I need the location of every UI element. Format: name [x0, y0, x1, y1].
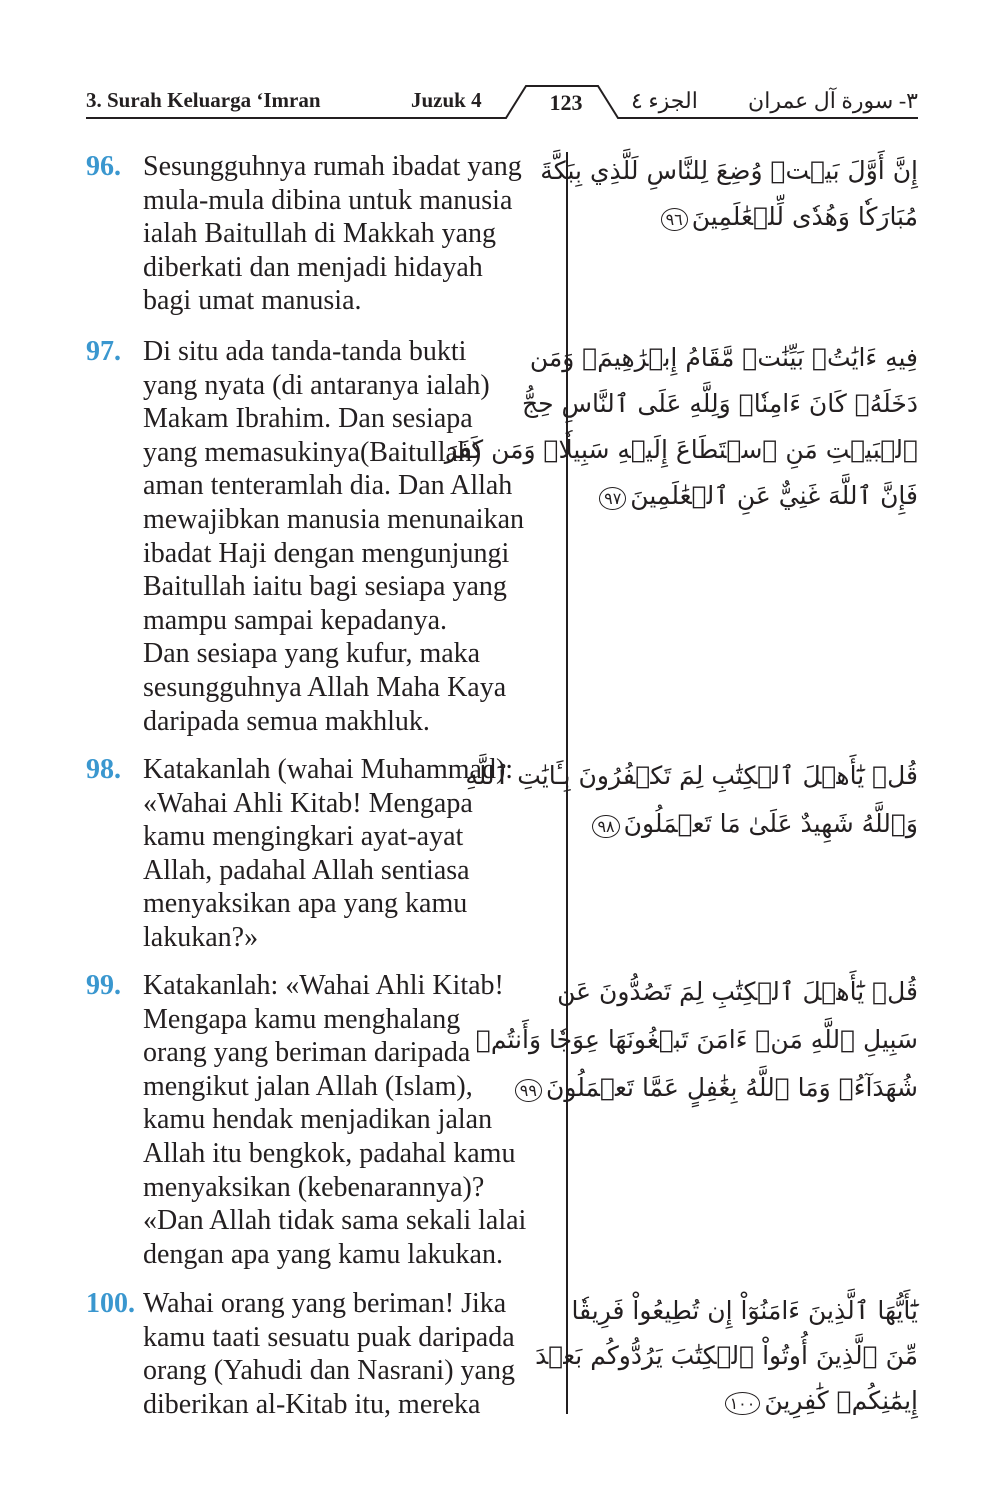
verse-arabic	[540, 148, 918, 243]
ayah-end-mark: ٩٧	[599, 487, 626, 510]
translation-line: lakukan?»	[143, 921, 259, 953]
arabic-line: قُلۡ يَٰٓأَهۡلَ ٱلۡكِتَٰبِ لِمَ تَكۡفُرُونَ بِـَٔايَٰتِ ٱللَّهِ	[465, 761, 918, 790]
translation-line: menyaksikan apa yang kamu	[143, 888, 468, 920]
arabic-line-text: مُبَارَكٗا وَهُدٗى لِّلۡعَٰلَمِينَ	[691, 202, 918, 231]
translation-line: dengan apa yang kamu lakukan.	[143, 1238, 503, 1270]
translation-line: yang nyata (di antaranya ialah)	[143, 369, 490, 401]
arabic-line	[519, 1064, 918, 1115]
translation-line: Allah, padahal Allah sentiasa	[143, 854, 470, 886]
translation-line: kamu taati sesuatu puak daripada	[143, 1321, 515, 1353]
ayah-end-mark: ٩٩	[515, 1079, 542, 1102]
translation-line: mewajibkan manusia menunaikan	[143, 503, 524, 535]
translation-line: «Dan Allah tidak sama sekali lalai	[143, 1205, 527, 1237]
verse-translation	[143, 150, 559, 318]
translation-line: kamu mengingkari ayat-ayat	[143, 821, 464, 853]
page-number: 123	[549, 90, 583, 115]
verse-translation	[143, 969, 559, 1271]
juz-label-latin: Juzuk 4	[411, 88, 482, 112]
arabic-line: ٱلۡبَيۡتِ مَنِ ٱسۡتَطَاعَ إِلَيۡهِ سَبِيلٗاۚ وَمَن كَفَرَ	[444, 435, 918, 464]
verse-arabic	[535, 1288, 918, 1426]
arabic-line	[600, 194, 918, 243]
surah-title-latin: 3. Surah Keluarga ‘Imran	[86, 88, 321, 112]
translation-line: Sesungguhnya rumah ibadat yang	[143, 151, 522, 182]
translation-line: menyaksikan (kebenarannya)?	[143, 1171, 485, 1203]
translation-line: aman tenteramlah dia. Dan Allah	[143, 470, 513, 502]
translation-line: ialah Baitullah di Makkah yang	[143, 218, 497, 250]
verse-number: 100.	[86, 1288, 135, 1319]
page-header	[86, 78, 918, 122]
translation-line: Katakanlah: «Wahai Ahli Kitab!	[143, 970, 504, 1001]
juz-label-arabic: الجزء ٤	[631, 88, 698, 113]
translation-line: Makam Ibrahim. Dan sesiapa	[143, 403, 473, 435]
translation-line: orang (Yahudi dan Nasrani) yang	[143, 1355, 515, 1387]
translation-line: «Wahai Ahli Kitab! Mengapa	[143, 787, 473, 819]
arabic-line-text: شُهَدَآءُۗ وَمَا ٱللَّهُ بِغَٰفِلٍ عَمَّا تَعۡمَلُونَ	[545, 1073, 918, 1102]
arabic-line: فِيهِ ءَايَٰتُۢ بَيِّنَٰتٞ مَّقَامُ إِبۡرَٰهِيمَۖ وَمَن	[529, 343, 918, 372]
arabic-line-text: فَإِنَّ ٱللَّهَ غَنِيٌّ عَنِ ٱلۡعَٰلَمِينَ	[630, 481, 918, 510]
translation-line: ibadat Haji dengan mengunjungi	[143, 537, 510, 569]
verse-arabic	[475, 968, 918, 1115]
translation-line: mampu sampai kepadanya.	[143, 604, 448, 636]
surah-title-arabic: ٣- سورة آل عمران	[748, 88, 918, 113]
verse-translation	[143, 1287, 559, 1421]
translation-line: Wahai orang yang beriman! Jika	[143, 1288, 507, 1319]
translation-line: Baitullah iaitu bagi sesiapa yang	[143, 571, 507, 603]
translation-line: Dan sesiapa yang kufur, maka	[143, 638, 481, 670]
translation-line: kamu hendak menjadikan jalan	[143, 1104, 493, 1136]
translation-line: Allah itu bengkok, padahal kamu	[143, 1137, 516, 1169]
translation-line: yang memasukinya(Baitullah)	[143, 436, 482, 468]
translation-line: diberikan al-Kitab itu, mereka	[143, 1388, 481, 1420]
verse-arabic	[444, 335, 918, 522]
arabic-line: يَٰٓأَيُّهَا ٱلَّذِينَ ءَامَنُوٓاْ إِن تُطِيعُواْ فَرِيقٗا	[571, 1296, 918, 1325]
translation-line: orang yang beriman daripada	[143, 1037, 471, 1069]
verse-number: 97.	[86, 336, 121, 367]
arabic-line: دَخَلَهُۥ كَانَ ءَامِنٗاۗ وَلِلَّهِ عَلَى ٱلنَّاسِ حِجُّ	[521, 389, 918, 418]
verse-number: 96.	[86, 151, 121, 182]
translation-line: mengikut jalan Allah (Islam),	[143, 1070, 473, 1102]
translation-line: Katakanlah (wahai Muhammad):	[143, 754, 514, 785]
arabic-line-text: وَٱللَّهُ شَهِيدٌ عَلَىٰ مَا تَعۡمَلُونَ	[623, 809, 918, 838]
ayah-end-mark: ٩٦	[661, 208, 688, 231]
translation-line: bagi umat manusia.	[143, 285, 362, 317]
arabic-line	[597, 800, 918, 851]
arabic-line	[600, 473, 918, 522]
arabic-line-text: إِيمَٰنِكُمۡ كَٰفِرِينَ	[764, 1386, 918, 1415]
ayah-end-mark: ٩٨	[592, 815, 619, 838]
verse-translation	[143, 335, 559, 738]
translation-line: diberkati dan menjadi hidayah	[143, 251, 483, 283]
verse-number: 98.	[86, 754, 121, 785]
translation-line: daripada semua makhluk.	[143, 705, 430, 737]
arabic-line: إِنَّ أَوَّلَ بَيۡتٖ وُضِعَ لِلنَّاسِ لَلَّذِي بِبَكَّةَ	[540, 156, 918, 185]
translation-line: Mengapa kamu menghalang	[143, 1003, 461, 1035]
ayah-end-mark: ١٠٠	[725, 1392, 761, 1415]
translation-line: mula-mula dibina untuk manusia	[143, 184, 513, 216]
arabic-line: مِّنَ ٱلَّذِينَ أُوتُواْ ٱلۡكِتَٰبَ يَرُدُّوكُم بَعۡدَ	[535, 1341, 918, 1370]
translation-line: sesungguhnya Allah Maha Kaya	[143, 671, 507, 703]
verse-number: 99.	[86, 970, 121, 1001]
verse-arabic	[465, 752, 918, 851]
arabic-line	[600, 1378, 918, 1426]
arabic-line: قُلۡ يَٰٓأَهۡلَ ٱلۡكِتَٰبِ لِمَ تَصُدُّونَ عَن	[557, 977, 918, 1006]
translation-line: Di situ ada tanda-tanda bukti	[143, 336, 467, 367]
arabic-line: سَبِيلِ ٱللَّهِ مَنۡ ءَامَنَ تَبۡغُونَهَا عِوَجٗا وَأَنتُمۡ	[475, 1025, 918, 1054]
